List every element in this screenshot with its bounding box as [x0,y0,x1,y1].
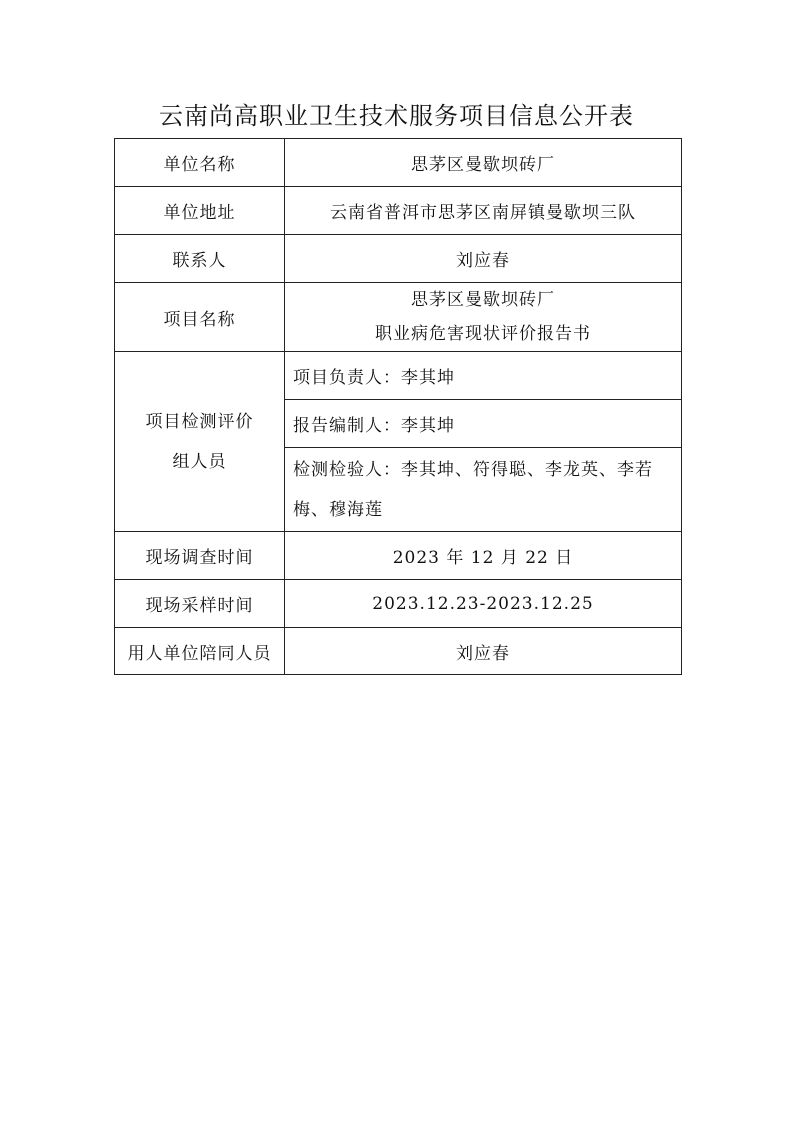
row-accompany [115,628,682,675]
row-sampling-time [115,580,682,628]
sampling-time-label: 现场采样时间 [115,580,285,628]
project-name-line2: 职业病危害现状评价报告书 [375,324,591,344]
project-name-label: 项目名称 [115,283,285,352]
row-unit-address [115,187,682,235]
project-name-line1: 思茅区曼歇坝砖厂 [411,290,555,310]
project-name-value [285,283,682,352]
report-author: 报告编制人：李其坤 [285,400,682,448]
contact-value: 刘应春 [285,235,682,283]
accompany-label: 用人单位陪同人员 [115,628,285,675]
document-title: 云南尚高职业卫生技术服务项目信息公开表 [159,102,634,130]
inspectors-text: 检测检验人：李其坤、符得聪、李龙英、李若梅、穆海莲 [293,459,653,520]
team-label-line1: 项目检测评价 [145,411,254,432]
project-leader: 项目负责人：李其坤 [285,352,682,400]
row-project-name [115,283,682,352]
survey-time-value: 2023 年 12 月 22 日 [285,532,682,580]
inspectors [285,448,682,532]
team-label [115,352,285,532]
accompany-value: 刘应春 [285,628,682,675]
row-contact [115,235,682,283]
row-unit-name [115,139,682,187]
survey-time-label: 现场调查时间 [115,532,285,580]
unit-name-value: 思茅区曼歇坝砖厂 [285,139,682,187]
team-label-line2: 组人员 [172,451,227,472]
unit-address-value: 云南省普洱市思茅区南屏镇曼歇坝三队 [285,187,682,235]
unit-name-label: 单位名称 [115,139,285,187]
sampling-time-value: 2023.12.23-2023.12.25 [285,580,682,628]
unit-address-label: 单位地址 [115,187,285,235]
info-table [114,138,682,675]
row-survey-time [115,532,682,580]
row-team-leader [115,352,682,400]
contact-label: 联系人 [115,235,285,283]
